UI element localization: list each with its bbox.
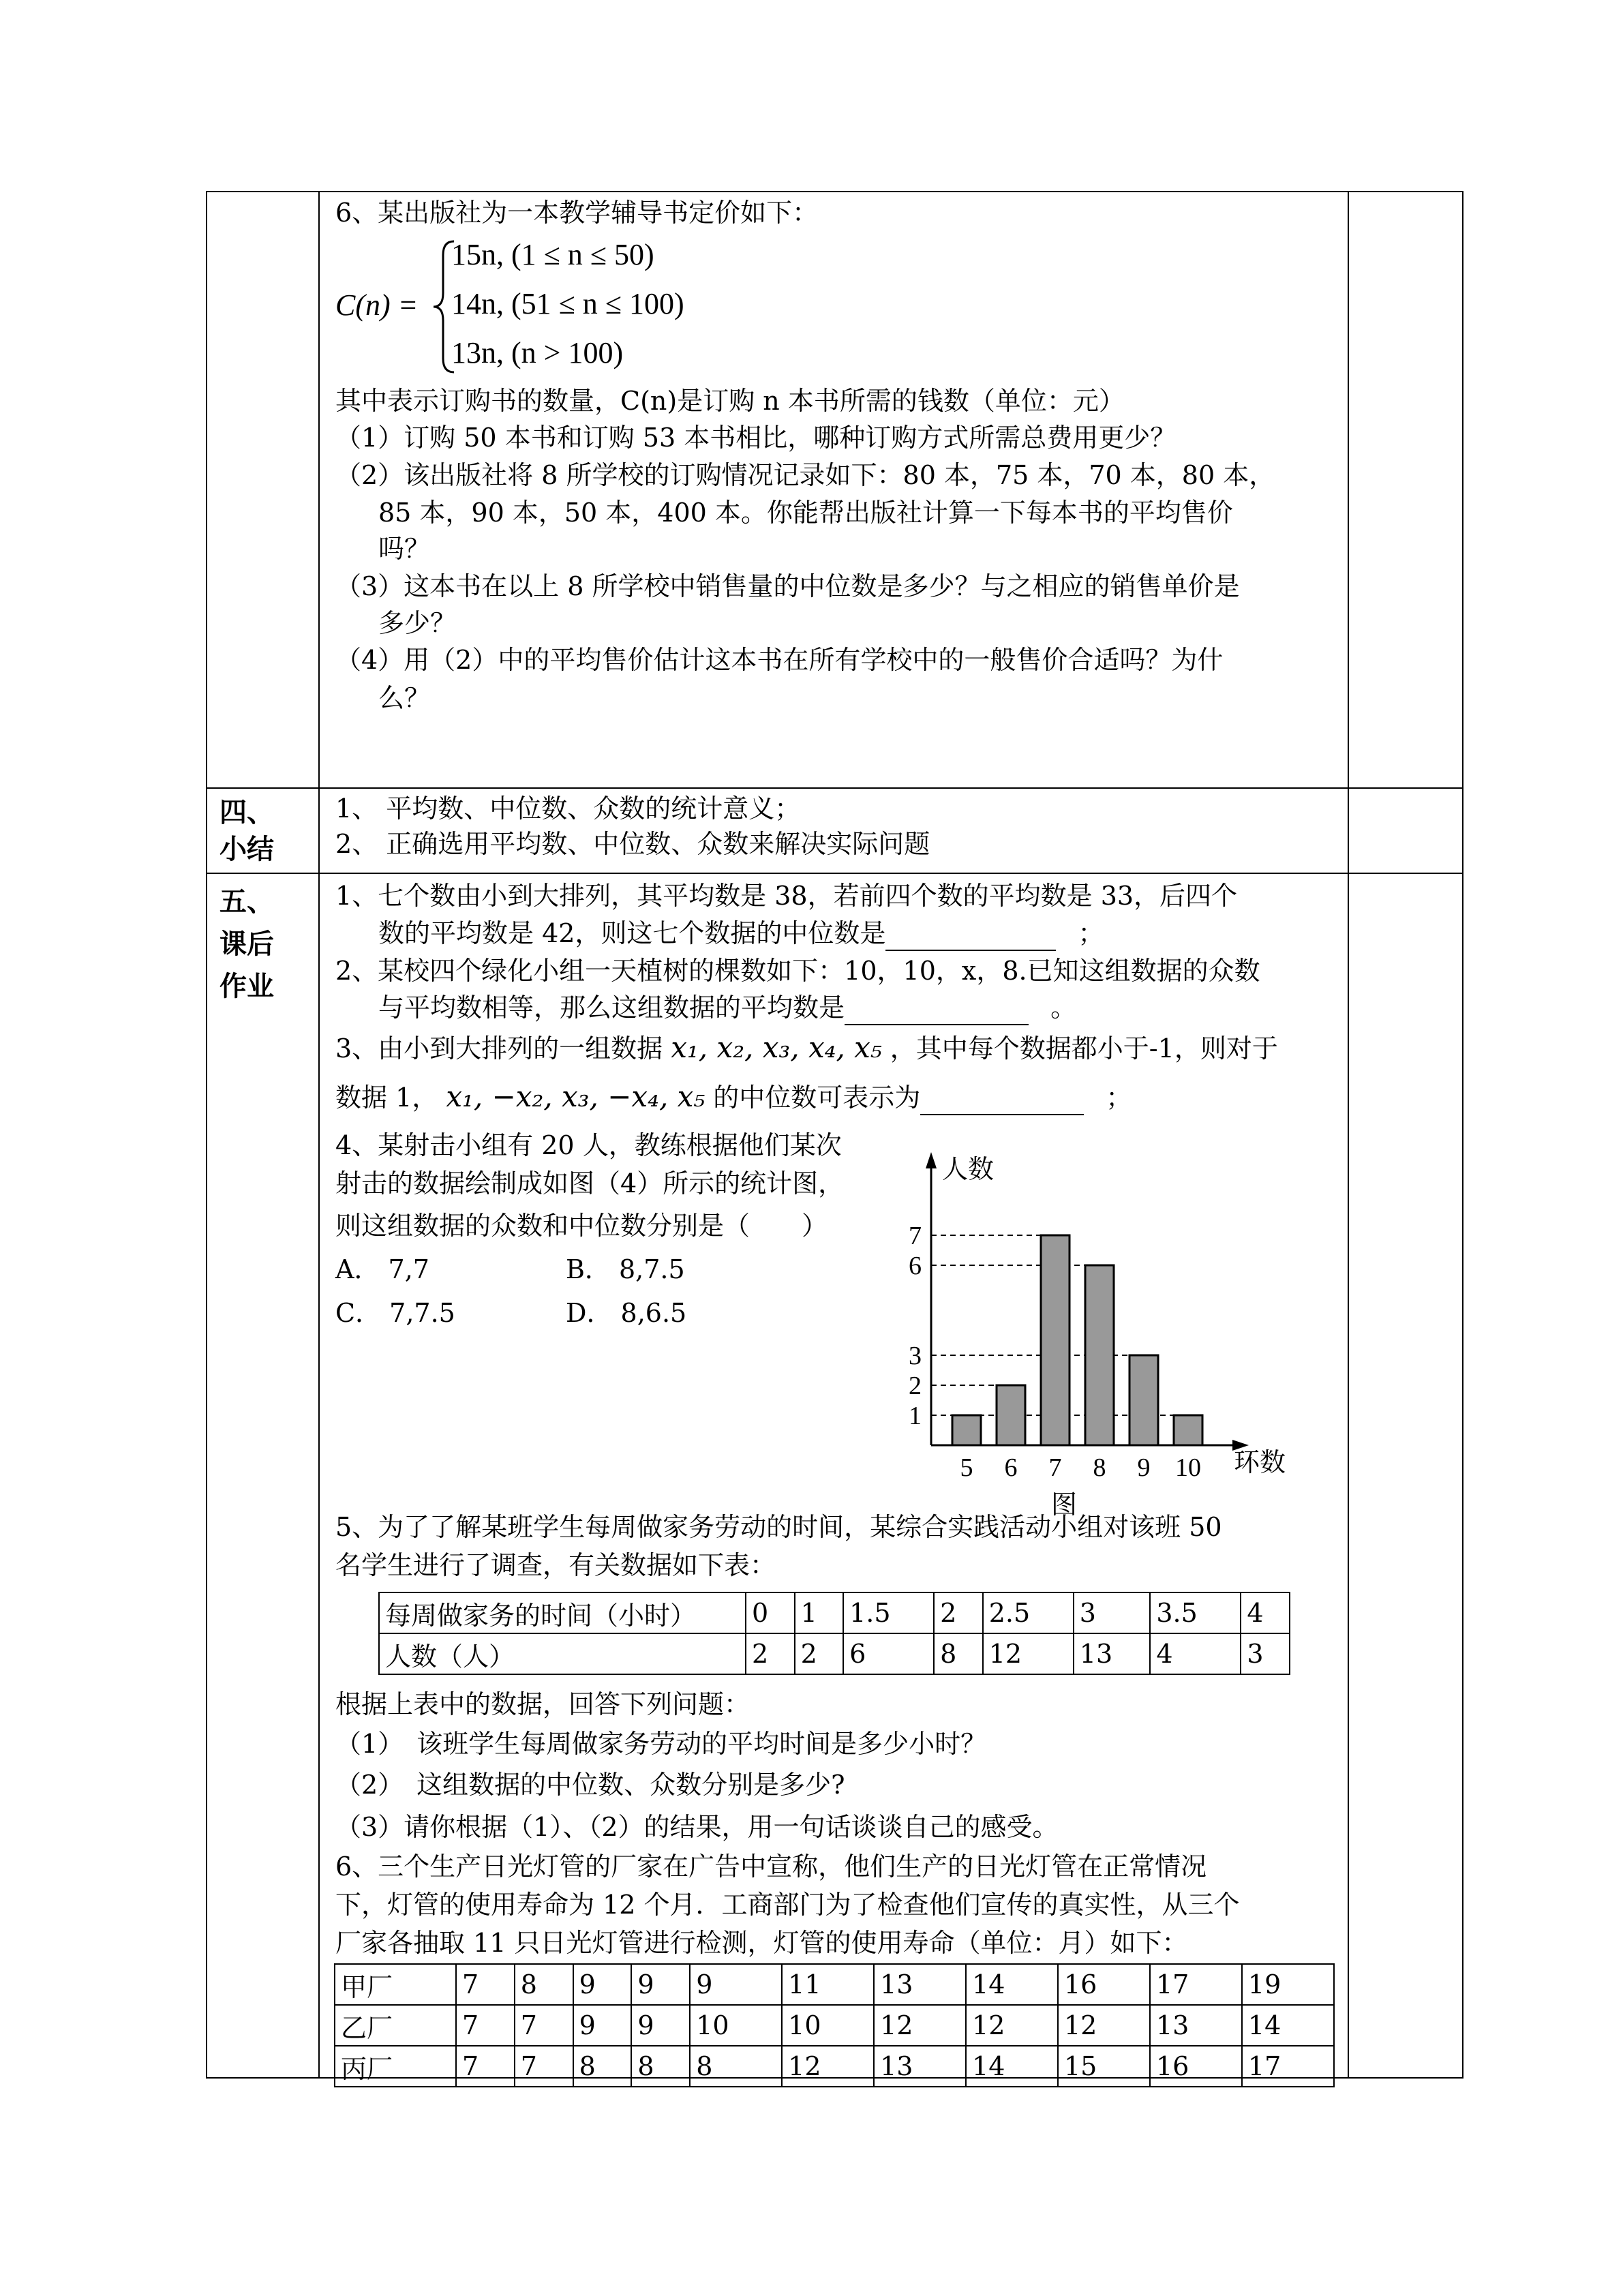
hw-q1-answer-blank[interactable] (885, 918, 1056, 951)
hw-q2-line1: 2、某校四个绿化小组一天植树的棵数如下：10，10，x，8.已知这组数据的众数 (335, 956, 1260, 986)
y-tick-2: 2 (909, 1372, 922, 1400)
hw-q4-line2: 射击的数据绘制成如图（4）所示的统计图， (335, 1168, 845, 1198)
bar-chart (886, 1145, 1322, 1527)
table-row (379, 1633, 1290, 1674)
table-cell: 12 (782, 2046, 874, 2087)
table-cell: 8 (934, 1633, 983, 1674)
table-cell: 4 (1150, 1633, 1241, 1674)
table-cell: 人数（人） (379, 1633, 746, 1674)
table-cell: 甲厂 (335, 1964, 456, 2005)
table-cell: 16 (1150, 2046, 1242, 2087)
table-cell: 14 (966, 2046, 1058, 2087)
hw-q6-line1: 6、三个生产日光灯管的厂家在广告中宣称，他们生产的日光灯管在正常情况 (335, 1852, 1207, 1882)
summary-item-1: 1、 平均数、中位数、众数的统计意义； (335, 794, 801, 824)
q6-item-3-cont: 多少？ (378, 608, 457, 638)
q6-item-4-cont: 么？ (378, 683, 431, 713)
q6-item-4: （4）用（2）中的平均售价估计这本书在所有学校中的一般售价合适吗？为什 (335, 645, 1224, 675)
table-cell: 12 (874, 2005, 966, 2046)
x-tick-7: 7 (1048, 1453, 1062, 1482)
table-cell: 7 (456, 2005, 515, 2046)
table-cell: 9 (690, 1964, 782, 2005)
y-axis-label: 人数 (942, 1154, 995, 1184)
table-cell: 1.5 (843, 1592, 934, 1633)
housework-table (378, 1592, 1290, 1675)
table-row-divider-2 (207, 873, 1463, 874)
table-cell: 12 (1058, 2005, 1150, 2046)
hw-q5-after-1: 根据上表中的数据，回答下列问题： (335, 1689, 750, 1719)
table-cell: 17 (1150, 1964, 1242, 2005)
table-top-border (207, 191, 1463, 192)
hw-q3-line1 (335, 1031, 1278, 1065)
hw-q2-line2 (378, 993, 1076, 1025)
table-cell: 7 (456, 1964, 515, 2005)
y-tick-3: 3 (909, 1342, 922, 1370)
hw-q3-vars-a: x₁, x₂, x₃, x₄, x₅ (671, 1031, 882, 1064)
hw-q6-line3: 厂家各抽取 11 只日光灯管进行检测，灯管的使用寿命（单位：月）如下： (335, 1928, 1188, 1958)
hw-q1-line1: 1、七个数由小到大排列，其平均数是 38，若前四个数的平均数是 33，后四个 (335, 881, 1238, 911)
table-cell: 9 (631, 1964, 690, 2005)
table-cell: 4 (1241, 1592, 1290, 1633)
q6-item-2: （2）该出版社将 8 所学校的订购情况记录如下：80 本，75 本，70 本，80 本， (335, 460, 1275, 490)
table-cell: 7 (515, 2005, 573, 2046)
table-cell: 8 (573, 2046, 632, 2087)
table-cell: 2 (934, 1592, 983, 1633)
q6-item-2-end: 吗？ (378, 534, 431, 564)
hw-q4-option-c: C． 7,7.5 (335, 1298, 455, 1328)
hw-q4-option-b: B． 8,7.5 (566, 1254, 685, 1284)
table-cell: 19 (1242, 1964, 1334, 2005)
hw-q3-text-b: ，其中每个数据都小于-1，则对于 (890, 1033, 1278, 1063)
table-left-border (206, 191, 207, 2079)
table-cell: 10 (690, 2005, 782, 2046)
table-cell: 2 (746, 1633, 795, 1674)
bar-9 (1129, 1355, 1158, 1445)
q6-item-1: （1）订购 50 本书和订购 53 本书相比，哪种订购方式所需总费用更少？ (335, 423, 1177, 453)
table-cell: 12 (966, 2005, 1058, 2046)
hw-q3-text-c: 数据 1， (335, 1083, 438, 1113)
hw-q5-after-4: （3）请你根据（1）、（2）的结果，用一句话谈谈自己的感受。 (335, 1812, 1059, 1842)
table-cell: 17 (1242, 2046, 1334, 2087)
hw-q3-vars-b: x₁, −x₂, x₃, −x₄, x₅ (446, 1080, 706, 1113)
y-axis-arrow (926, 1152, 937, 1168)
q6-item-2-cont: 85 本，90 本，50 本，400 本。你能帮出版社计算一下每本书的平均售价 (378, 498, 1233, 528)
hw-q3-answer-blank[interactable] (920, 1083, 1084, 1115)
hw-q1-end: ； (1078, 918, 1104, 948)
x-tick-9: 9 (1137, 1453, 1151, 1482)
hw-q1-line2 (378, 918, 1104, 951)
q6-item-3: （3）这本书在以上 8 所学校中销售量的中位数是多少？与之相应的销售单价是 (335, 571, 1240, 601)
x-tick-6: 6 (1004, 1453, 1018, 1482)
y-tick-6: 6 (909, 1252, 922, 1280)
y-tick-7: 7 (909, 1222, 922, 1250)
x-tick-10: 10 (1175, 1453, 1201, 1482)
table-cell: 乙厂 (335, 2005, 456, 2046)
table-col-divider-1 (318, 191, 320, 2079)
table-cell: 7 (515, 2046, 573, 2087)
q6-description: 其中表示订购书的数量，C(n)是订购 n 本书所需的钱数（单位：元） (335, 386, 1125, 416)
table-cell: 10 (782, 2005, 874, 2046)
y-tick-labels (909, 1222, 922, 1430)
hw-q4-line3: 则这组数据的众数和中位数分别是（ ） (335, 1211, 828, 1241)
table-row (335, 2046, 1334, 2087)
hw-q2-line2-text: 与平均数相等，那么这组数据的平均数是 (378, 993, 845, 1023)
table-cell: 14 (1242, 2005, 1334, 2046)
table-right-border (1462, 191, 1463, 2079)
table-cell: 11 (782, 1964, 874, 2005)
table-row (335, 1964, 1334, 2005)
table-row-divider-1 (207, 787, 1463, 789)
table-cell: 7 (456, 2046, 515, 2087)
formula-case-3: 13n, (n > 100) (451, 336, 624, 369)
hw-q5-line1: 5、为了了解某班学生每周做家务劳动的时间，某综合实践活动小组对该班 50 (335, 1512, 1222, 1542)
table-cell: 9 (573, 1964, 632, 2005)
table-cell: 13 (1074, 1633, 1151, 1674)
table-cell: 13 (1150, 2005, 1242, 2046)
table-cell: 16 (1058, 1964, 1150, 2005)
table-cell: 3.5 (1150, 1592, 1241, 1633)
q6-intro: 6、某出版社为一本教学辅导书定价如下： (335, 198, 819, 228)
table-cell: 2.5 (983, 1592, 1074, 1633)
hw-q5-line2: 名学生进行了调查，有关数据如下表： (335, 1550, 776, 1580)
bar-10 (1174, 1415, 1202, 1445)
table-cell: 1 (795, 1592, 844, 1633)
hw-q3-text-d: 的中位数可表示为 (713, 1083, 921, 1113)
hw-q4-line1: 4、某射击小组有 20 人，教练根据他们某次 (335, 1130, 842, 1160)
table-cell: 每周做家务的时间（小时） (379, 1592, 746, 1633)
hw-q5-after-2: （1） 该班学生每周做家务劳动的平均时间是多少小时？ (335, 1729, 987, 1759)
table-cell: 6 (843, 1633, 934, 1674)
formula-lhs: C(n) = (335, 288, 419, 322)
table-cell: 13 (874, 2046, 966, 2087)
table-cell: 8 (631, 2046, 690, 2087)
hw-q3-text-a: 3、由小到大排列的一组数据 (335, 1033, 663, 1063)
hw-q3-end: ； (1106, 1083, 1132, 1113)
formula-case-2: 14n, (51 ≤ n ≤ 100) (451, 287, 684, 320)
table-cell: 9 (573, 2005, 632, 2046)
table-cell: 9 (631, 2005, 690, 2046)
hw-q2-answer-blank[interactable] (845, 993, 1029, 1025)
summary-label: 四、 小结 (219, 796, 274, 865)
formula-case-1: 15n, (1 ≤ n ≤ 50) (451, 238, 654, 271)
x-tick-8: 8 (1093, 1453, 1106, 1482)
bar-5 (952, 1415, 981, 1445)
table-row (335, 2005, 1334, 2046)
y-tick-1: 1 (909, 1402, 922, 1430)
table-cell: 15 (1058, 2046, 1150, 2087)
hw-q4-option-a: A． 7,7 (335, 1254, 429, 1284)
lamp-lifetime-table (334, 1963, 1335, 2087)
chart-caption: 图 (1051, 1490, 1078, 1520)
x-tick-labels (960, 1453, 1202, 1482)
table-cell: 8 (690, 2046, 782, 2087)
x-tick-5: 5 (960, 1453, 973, 1482)
table-cell: 3 (1241, 1633, 1290, 1674)
bar-8 (1085, 1265, 1114, 1445)
x-axis-label: 环数 (1234, 1447, 1286, 1477)
chart-bars (952, 1235, 1202, 1445)
table-col-divider-2 (1348, 191, 1349, 2079)
table-cell: 13 (874, 1964, 966, 2005)
table-cell: 丙厂 (335, 2046, 456, 2087)
table-cell: 14 (966, 1964, 1058, 2005)
homework-label: 五、 课后 作业 (219, 886, 274, 1002)
table-cell: 12 (983, 1633, 1074, 1674)
table-cell: 0 (746, 1592, 795, 1633)
bar-6 (997, 1385, 1025, 1445)
summary-item-2: 2、 正确选用平均数、中位数、众数来解决实际问题 (335, 829, 930, 859)
bar-7 (1041, 1235, 1070, 1445)
hw-q3-line2 (335, 1080, 1132, 1115)
table-cell: 3 (1074, 1592, 1151, 1633)
table-cell: 8 (515, 1964, 573, 2005)
hw-q1-line2-text: 数的平均数是 42，则这七个数据的中位数是 (378, 918, 886, 948)
hw-q2-end: 。 (1050, 993, 1077, 1023)
table-row (379, 1592, 1290, 1633)
table-cell: 2 (795, 1633, 844, 1674)
hw-q5-after-3: （2） 这组数据的中位数、众数分别是多少? (335, 1770, 845, 1800)
hw-q6-line2: 下，灯管的使用寿命为 12 个月．工商部门为了检查他们宣传的真实性，从三个 (335, 1890, 1240, 1920)
hw-q4-option-d: D． 8,6.5 (566, 1298, 687, 1328)
